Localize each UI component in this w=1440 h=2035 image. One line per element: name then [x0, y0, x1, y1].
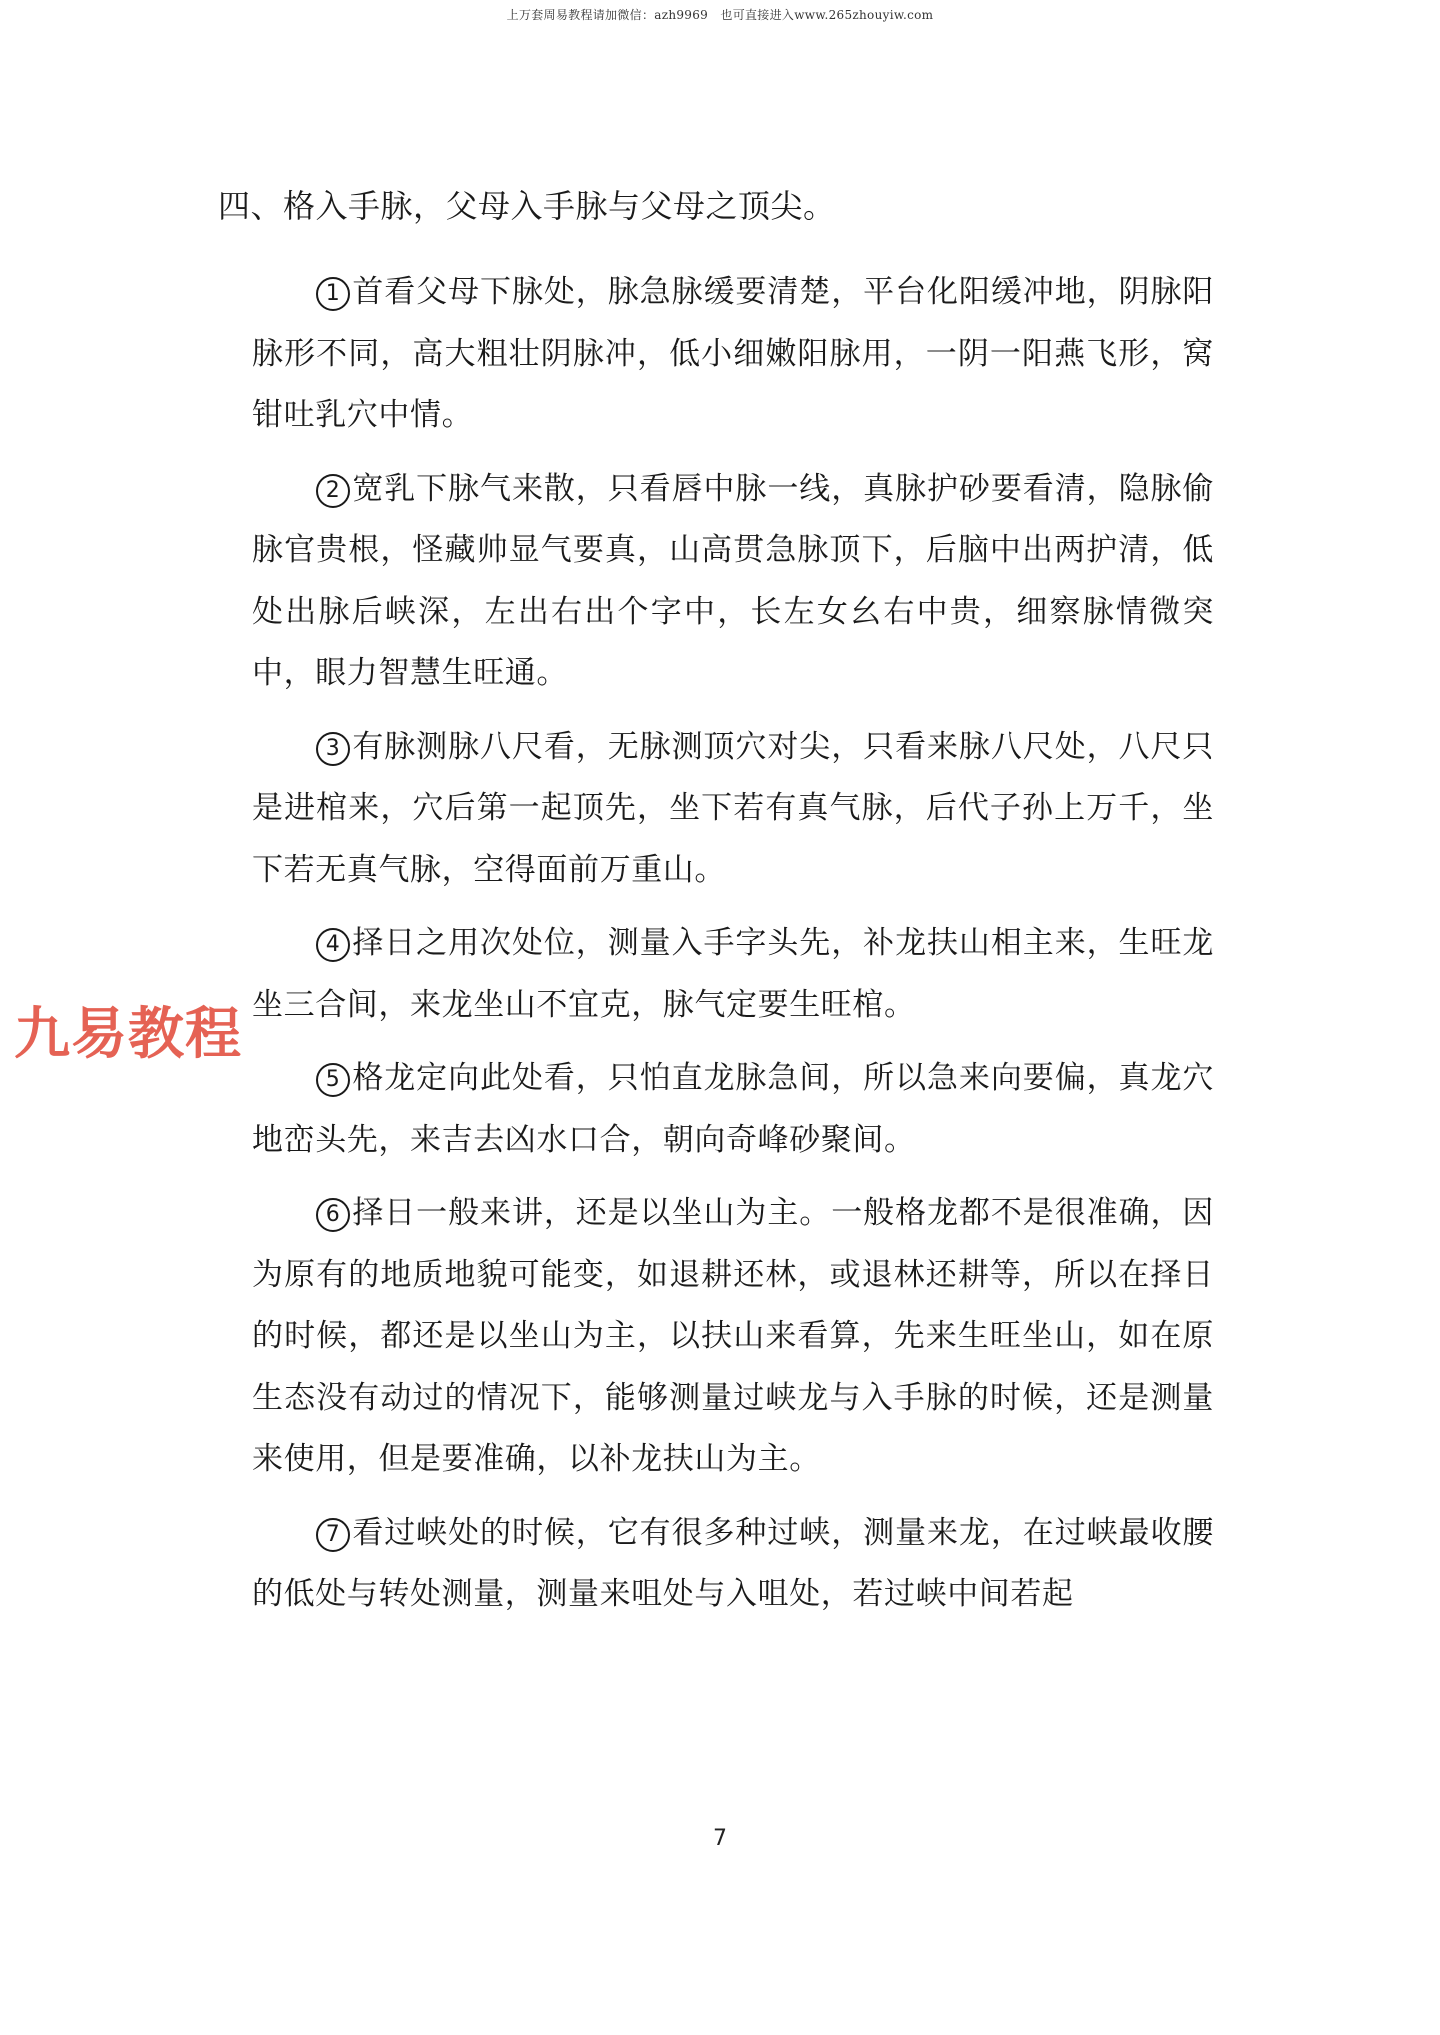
circled-number: 6 [316, 1198, 350, 1232]
paragraph-text: 择日之用次处位，测量入手字头先，补龙扶山相主来，生旺龙坐三合间，来龙坐山不宜克，脉气定要生旺棺。 [252, 925, 1214, 1023]
body-text [252, 262, 1214, 1638]
section-heading: 四、格入手脉，父母入手脉与父母之顶尖。 [218, 187, 836, 225]
paragraph-text: 首看父母下脉处，脉急脉缓要清楚，平台化阳缓冲地，阴脉阳脉形不同，高大粗壮阴脉冲，低小细嫩阳脉用，一阴一阳燕飞形，窝钳吐乳穴中情。 [252, 274, 1214, 433]
circled-number: 7 [316, 1518, 350, 1552]
paragraph-2 [252, 459, 1214, 705]
circled-number: 2 [316, 474, 350, 508]
paragraph-text: 择日一般来讲，还是以坐山为主。一般格龙都不是很准确，因为原有的地质地貌可能变，如退耕还林，或退林还耕等，所以在择日的时候，都还是以坐山为主，以扶山来看算，先来生旺坐山，如在原生态没有动过的情况下，能够测量过峡龙与入手脉的时候，还是测量来使用，但是要准确，以补龙扶山为主。 [252, 1195, 1214, 1477]
circled-number: 1 [316, 277, 350, 311]
paragraph-6 [252, 1183, 1214, 1491]
paragraph-text: 看过峡处的时候，它有很多种过峡，测量来龙，在过峡最收腰的低处与转处测量，测量来咀处与入咀处，若过峡中间若起 [252, 1514, 1214, 1612]
paragraph-text: 有脉测脉八尺看，无脉测顶穴对尖，只看来脉八尺处，八尺只是进棺来，穴后第一起顶先，坐下若有真气脉，后代子孙上万千，坐下若无真气脉，空得面前万重山。 [252, 728, 1214, 888]
paragraph-7 [252, 1503, 1214, 1626]
watermark-logo: 九易教程 [14, 1002, 242, 1067]
circled-number: 5 [316, 1063, 350, 1097]
paragraph-4 [252, 913, 1214, 1036]
paragraph-3 [252, 717, 1214, 902]
circled-number: 3 [316, 732, 350, 766]
header-note: 上万套周易教程请加微信：azh9969 也可直接进入www.265zhouyiw.com [506, 8, 934, 22]
circled-number: 4 [316, 928, 350, 962]
paragraph-text: 格龙定向此处看，只怕直龙脉急间，所以急来向要偏，真龙穴地峦头先，来吉去凶水口合，朝向奇峰砂聚间。 [252, 1060, 1214, 1158]
page-number: 7 [713, 1826, 727, 1851]
paragraph-1 [252, 262, 1214, 447]
paragraph-5 [252, 1048, 1214, 1171]
paragraph-text: 宽乳下脉气来散，只看唇中脉一线，真脉护砂要看清，隐脉偷脉官贵根，怪藏帅显气要真，山高贯急脉顶下，后脑中出两护清，低处出脉后峡深，左出右出个字中，长左女幺右中贵，细察脉情微突中，眼力智慧生旺通。 [252, 470, 1214, 691]
